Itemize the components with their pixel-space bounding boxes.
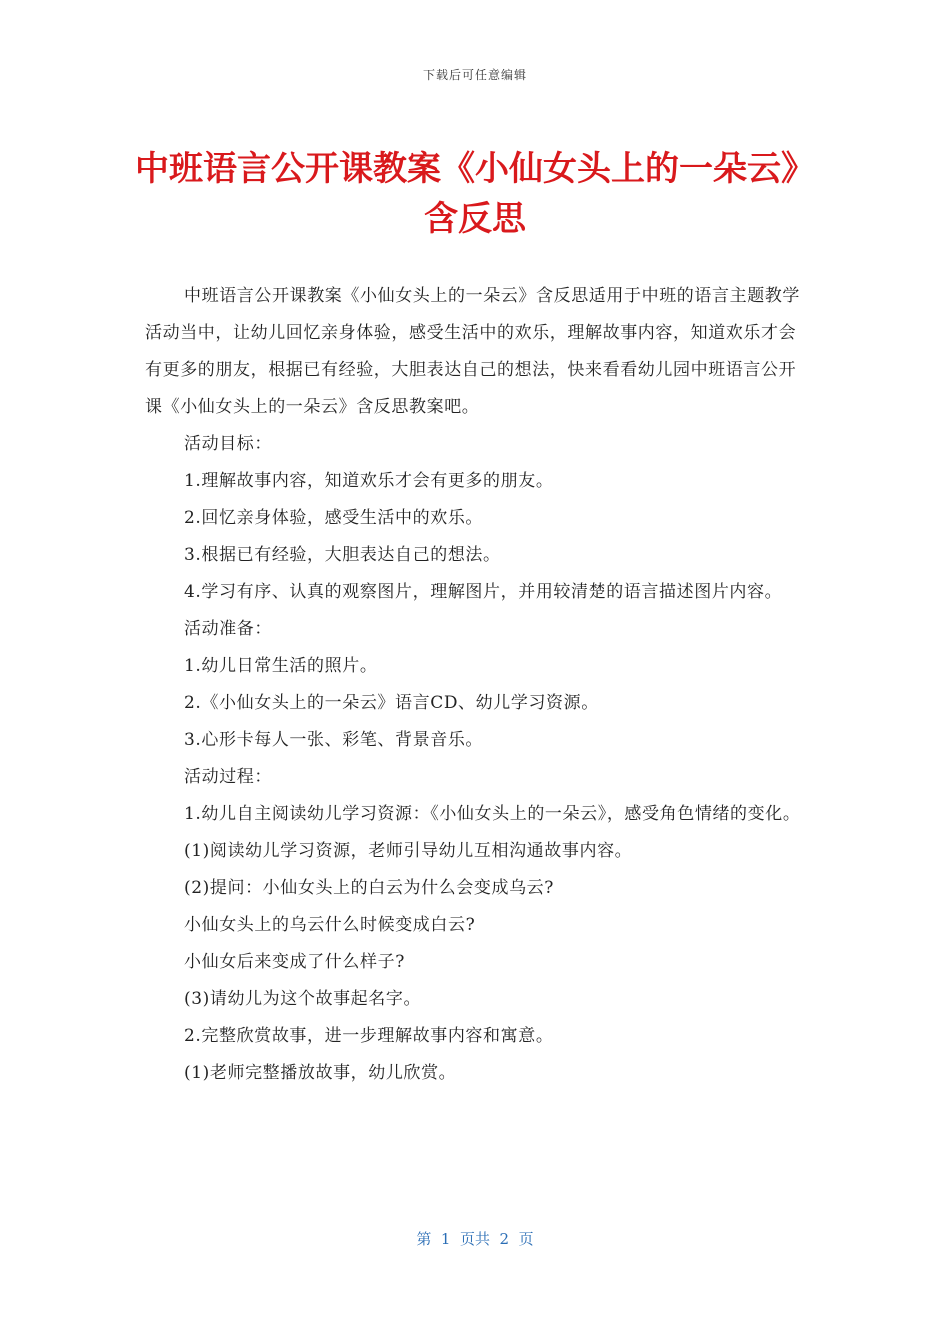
document-body [145,278,810,1092]
section-heading-preparation: 活动准备： [184,619,272,639]
goal-item: 1.理解故事内容，知道欢乐才会有更多的朋友。 [184,471,554,491]
header-note: 下载后可任意编辑 [422,68,527,82]
page-number-footer: 第 1 页共 2 页 [416,1230,534,1248]
preparation-item: 3.心形卡每人一张、彩笔、背景音乐。 [184,730,484,750]
process-step: 2.完整欣赏故事，进一步理解故事内容和寓意。 [184,1026,554,1046]
process-substep: (3)请幼儿为这个故事起名字。 [184,989,422,1009]
process-substep: (2)提问：小仙女头上的白云为什么会变成乌云? [184,878,554,898]
process-substep: (1)阅读幼儿学习资源，老师引导幼儿互相沟通故事内容。 [184,841,633,861]
process-substep: (1)老师完整播放故事，幼儿欣赏。 [184,1063,457,1083]
process-question: 小仙女后来变成了什么样子? [184,952,405,972]
document-title: 中班语言公开课教案《小仙女头上的一朵云》含反思 [135,149,815,239]
process-step: 1.幼儿自主阅读幼儿学习资源：《小仙女头上的一朵云》，感受角色情绪的变化。 [184,804,801,824]
goal-item: 4.学习有序、认真的观察图片，理解图片，并用较清楚的语言描述图片内容。 [184,582,783,602]
section-heading-goals: 活动目标： [184,434,272,454]
goal-item: 3.根据已有经验，大胆表达自己的想法。 [184,545,501,565]
section-heading-process: 活动过程： [184,767,272,787]
preparation-item: 2.《小仙女头上的一朵云》语言CD、幼儿学习资源。 [184,693,599,713]
intro-paragraph: 中班语言公开课教案《小仙女头上的一朵云》含反思适用于中班的语言主题教学活动当中，让幼儿回忆亲身体验，感受生活中的欢乐，理解故事内容，知道欢乐才会有更多的朋友，根据已有经验，大胆表达自己的想法，快来看看幼儿园中班语言公开课《小仙女头上的一朵云》含反思教案吧。 [145,286,800,417]
preparation-item: 1.幼儿日常生活的照片。 [184,656,378,676]
goal-item: 2.回忆亲身体验，感受生活中的欢乐。 [184,508,484,528]
process-question: 小仙女头上的乌云什么时候变成白云? [184,915,476,935]
